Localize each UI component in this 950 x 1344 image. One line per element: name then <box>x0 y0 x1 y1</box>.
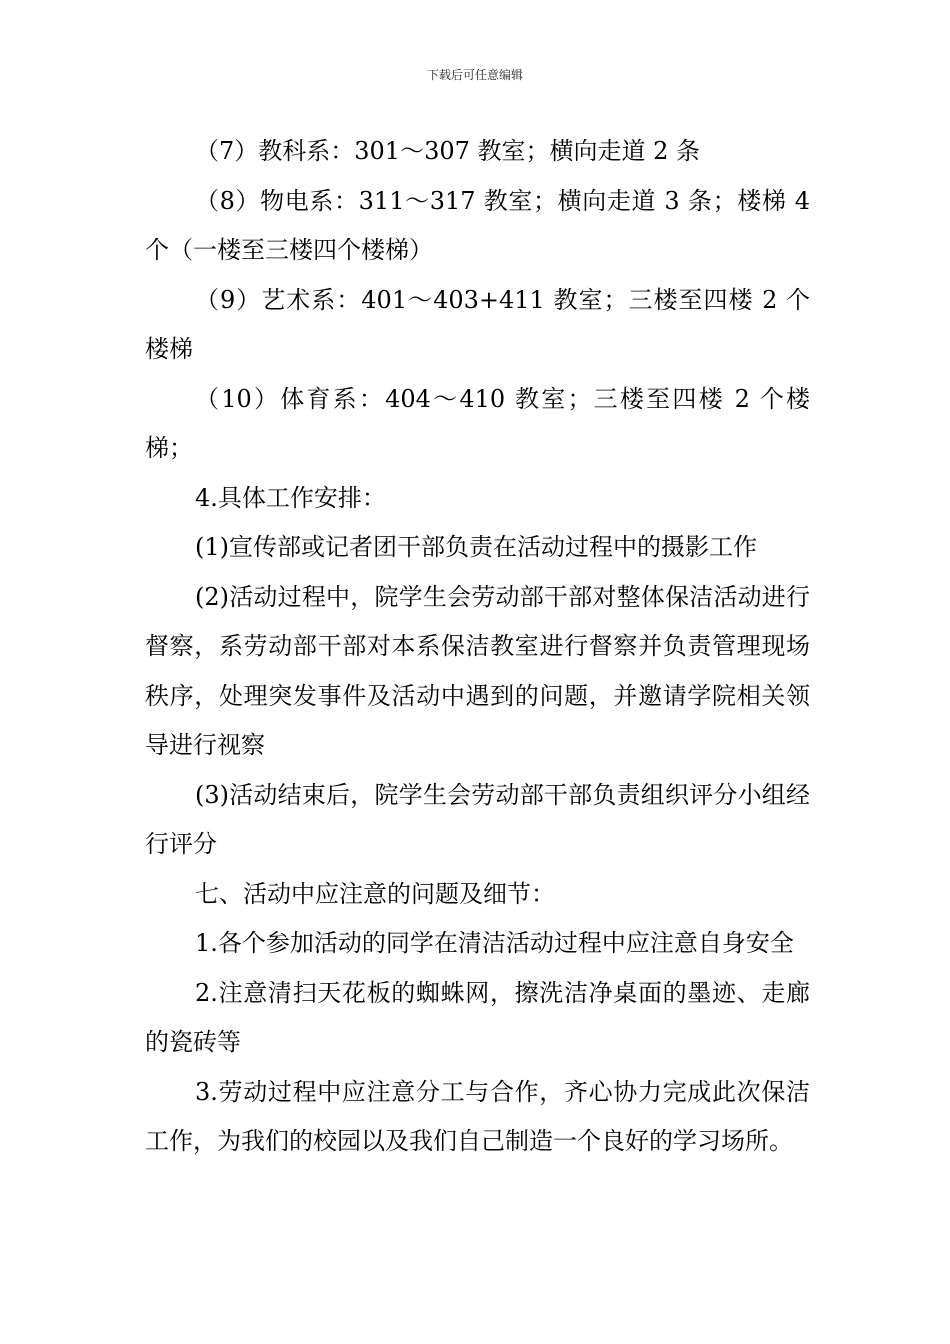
document-body <box>145 127 810 1167</box>
paragraph-arrangement-3: (3)活动结束后，院学生会劳动部干部负责组织评分小组经行评分 <box>145 780 810 858</box>
header-note: 下载后可任意编辑 <box>426 68 523 82</box>
paragraph-arrangement-1: (1)宣传部或记者团干部负责在活动过程中的摄影工作 <box>195 533 757 561</box>
section-heading-work-arrangement: 4.具体工作安排： <box>195 483 386 512</box>
paragraph-item-9: （9）艺术系：401～403+411 教室；三楼至四楼 2 个楼梯 <box>145 285 810 363</box>
paragraph-item-10: （10）体育系：404～410 教室；三楼至四楼 2 个楼梯； <box>145 384 810 462</box>
paragraph-note-1: 1.各个参加活动的同学在清洁活动过程中应注意自身安全 <box>195 929 794 957</box>
section-heading-notes: 七、活动中应注意的问题及细节： <box>195 879 555 908</box>
paragraph-item-7: （7）教科系：301～307 教室；横向走道 2 条 <box>195 137 701 165</box>
paragraph-note-3: 3.劳动过程中应注意分工与合作，齐心协力完成此次保洁工作，为我们的校园以及我们自己制造一个良好的学习场所。 <box>145 1077 810 1155</box>
paragraph-arrangement-2: (2)活动过程中，院学生会劳动部干部对整体保洁活动进行督察，系劳动部干部对本系保洁教室进行督察并负责管理现场秩序，处理突发事件及活动中遇到的问题，并邀请学院相关领导进行视察 <box>145 582 810 759</box>
paragraph-item-8: （8）物电系：311～317 教室；横向走道 3 条；楼梯 4 个（一楼至三楼四个楼梯） <box>145 186 810 264</box>
paragraph-note-2: 2.注意清扫天花板的蜘蛛网，擦洗洁净桌面的墨迹、走廊的瓷砖等 <box>145 978 810 1056</box>
